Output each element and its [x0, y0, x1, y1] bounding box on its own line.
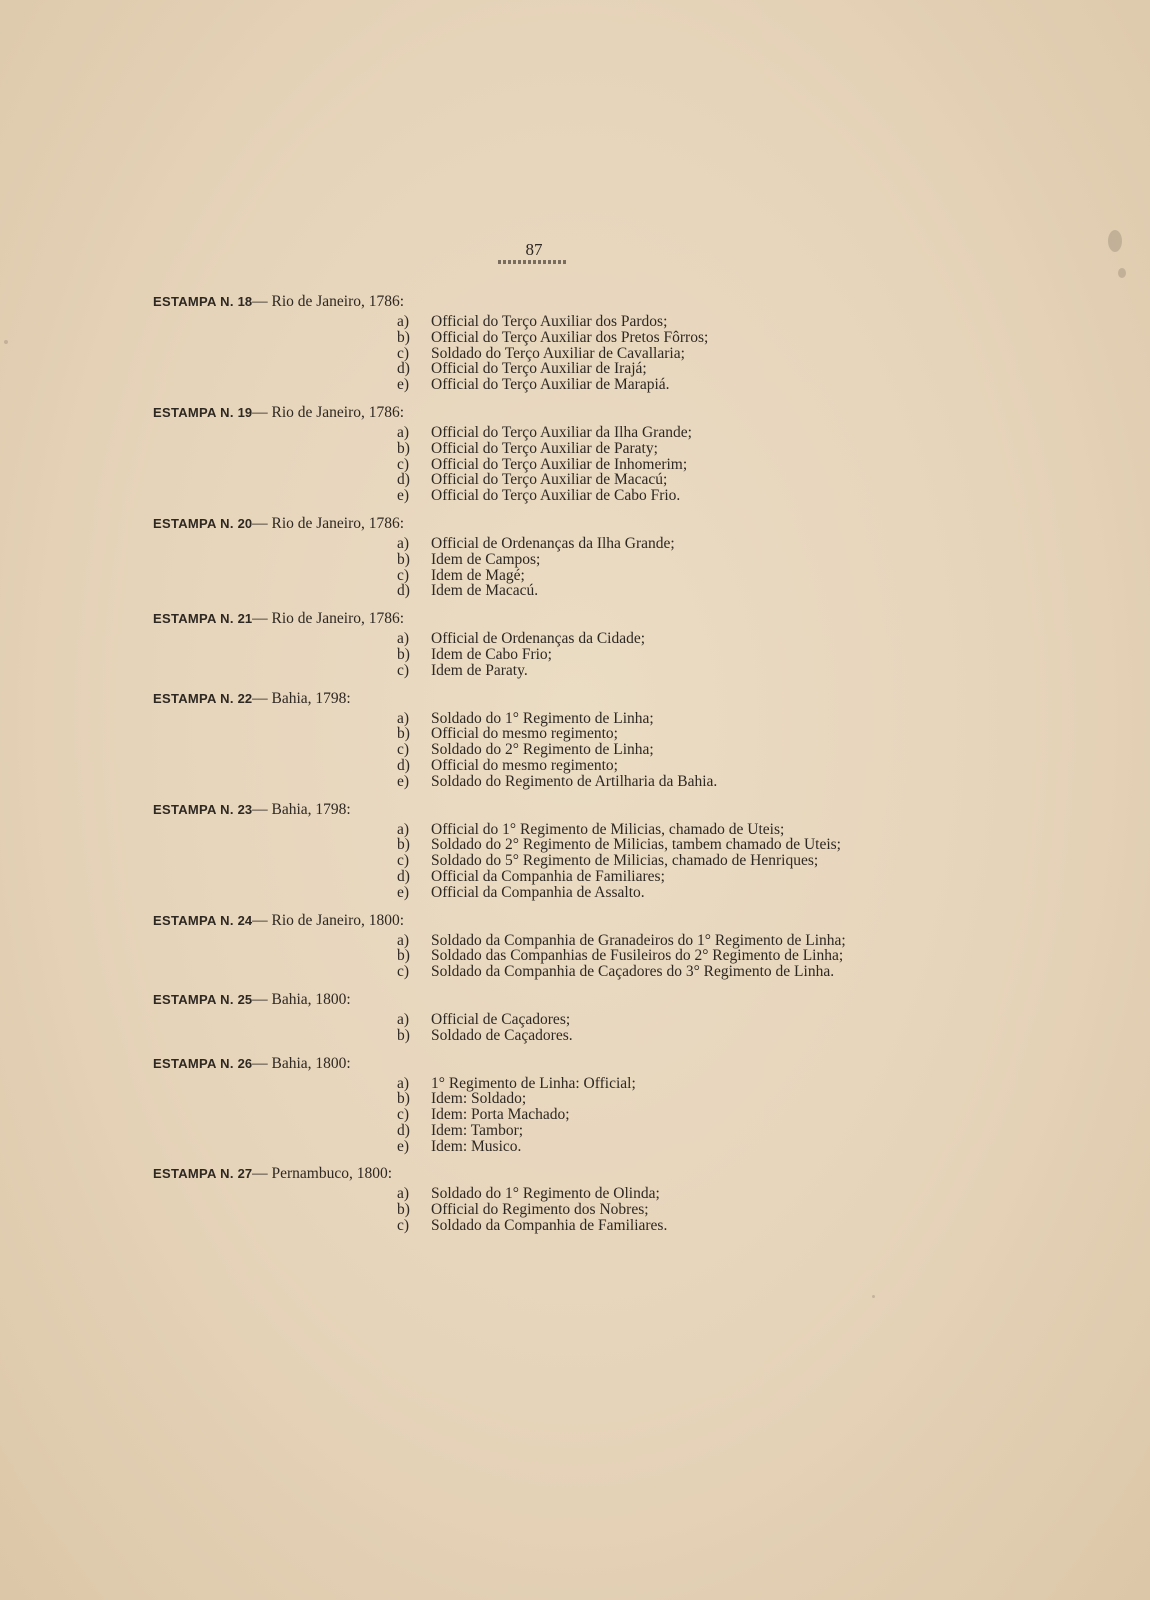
item-description: Idem de Paraty.: [431, 661, 528, 679]
item-letter: c): [397, 1106, 410, 1124]
plate-number: 19: [237, 404, 253, 420]
plate-heading: [153, 990, 933, 1010]
plate-place-date: — Rio de Janeiro, 1786:: [252, 514, 405, 532]
item-description: Soldado do 1° Regimento de Linha;: [431, 709, 654, 727]
item-description: Official de Ordenanças da Ilha Grande;: [431, 534, 675, 552]
item-description: Soldado das Companhias de Fusileiros do 2° Regimento de Linha;: [431, 947, 844, 965]
plate-place-date: — Rio de Janeiro, 1800:: [252, 911, 405, 929]
plate-number: 20: [237, 515, 253, 531]
item-description: Idem de Cabo Frio;: [431, 645, 552, 663]
item-letter: e): [397, 772, 410, 790]
item-letter: c): [397, 963, 410, 981]
plate-item: [397, 853, 933, 869]
plate-heading: [153, 800, 933, 820]
plate-item: [397, 552, 933, 568]
item-description: Official do Terço Auxiliar de Inhomerim;: [431, 455, 688, 473]
item-description: Official da Companhia de Assalto.: [431, 883, 645, 901]
item-letter: d): [397, 756, 410, 774]
plate-place-date: — Rio de Janeiro, 1786:: [252, 610, 405, 628]
plate-label: ESTAMPA N.: [153, 690, 234, 706]
plate-item: [397, 663, 933, 679]
paper-stain: [1108, 230, 1122, 252]
plate-label: ESTAMPA N.: [153, 1166, 234, 1182]
item-description: Idem de Macacú.: [431, 582, 539, 600]
item-letter: b): [397, 947, 410, 965]
item-description: Soldado da Companhia de Familiares.: [431, 1217, 668, 1235]
item-description: Official do mesmo regimento;: [431, 725, 618, 743]
plate-item: [397, 933, 933, 949]
page-number-ornament: [498, 260, 568, 264]
item-description: Idem: Soldado;: [431, 1090, 527, 1108]
plate-items: [153, 1186, 933, 1233]
item-description: Idem: Porta Machado;: [431, 1106, 570, 1124]
plate-number: 22: [237, 690, 253, 706]
item-description: Idem: Musico.: [431, 1137, 522, 1155]
plate-number: 25: [237, 991, 253, 1007]
plate-item: [397, 1123, 933, 1139]
plate-label: ESTAMPA N.: [153, 294, 234, 309]
plate-heading: [153, 292, 933, 312]
item-letter: a): [397, 630, 410, 648]
plate-entry: [153, 800, 933, 901]
item-letter: e): [397, 883, 410, 901]
plate-item: [397, 837, 933, 853]
plate-entry: [153, 990, 933, 1044]
plate-item: [397, 425, 933, 441]
item-letter: b): [397, 328, 410, 346]
item-letter: c): [397, 455, 410, 473]
plate-number: 21: [237, 611, 253, 627]
plate-item: [397, 1076, 933, 1092]
item-description: Soldado do Regimento de Artilharia da Bahia.: [431, 772, 718, 790]
plate-item: [397, 869, 933, 885]
plate-entry: [153, 1054, 933, 1155]
item-description: Official do Terço Auxiliar de Macacú;: [431, 471, 668, 489]
plate-items: [153, 1076, 933, 1155]
plate-item: [397, 1028, 933, 1044]
item-description: Idem de Magé;: [431, 566, 525, 584]
item-letter: d): [397, 471, 410, 489]
plate-heading: [153, 514, 933, 534]
plate-item: [397, 631, 933, 647]
item-letter: d): [397, 582, 410, 600]
plate-heading: [153, 911, 933, 931]
item-letter: b): [397, 725, 410, 743]
plate-item: [397, 964, 933, 980]
plate-entry: [153, 609, 933, 678]
plate-place-date: — Rio de Janeiro, 1786:: [252, 403, 405, 421]
plate-heading: [153, 1164, 933, 1184]
item-letter: d): [397, 1121, 410, 1139]
plate-place-date: — Bahia, 1798:: [252, 689, 351, 707]
plate-item: [397, 457, 933, 473]
plate-label: ESTAMPA N.: [153, 991, 234, 1007]
item-letter: d): [397, 360, 410, 378]
item-description: Official da Companhia de Familiares;: [431, 867, 665, 885]
plate-item: [397, 742, 933, 758]
plate-items: [153, 711, 933, 790]
item-description: Official do 1° Regimento de Milicias, chamado de Uteis;: [431, 820, 785, 838]
plate-item: [397, 441, 933, 457]
plate-item: [397, 346, 933, 362]
item-description: Soldado do 1° Regimento de Olinda;: [431, 1185, 660, 1203]
plate-label: ESTAMPA N.: [153, 611, 234, 627]
item-letter: c): [397, 741, 410, 759]
item-letter: c): [397, 661, 410, 679]
item-letter: c): [397, 1217, 410, 1235]
plate-entry: [153, 689, 933, 790]
item-letter: a): [397, 1185, 410, 1203]
plate-items: [153, 536, 933, 599]
plate-number: 27: [237, 1166, 253, 1182]
plate-item: [397, 1202, 933, 1218]
item-description: Official do Terço Auxiliar de Cabo Frio.: [431, 487, 681, 505]
item-letter: e): [397, 487, 410, 505]
plate-items: [153, 314, 933, 393]
paper-stain: [4, 340, 8, 344]
plate-items: [153, 631, 933, 678]
item-description: Official do Terço Auxiliar da Ilha Grande;: [431, 423, 692, 441]
plate-item: [397, 488, 933, 504]
plate-item: [397, 1091, 933, 1107]
plate-label: ESTAMPA N.: [153, 912, 234, 928]
plate-entry: [153, 403, 933, 504]
plate-item: [397, 822, 933, 838]
plate-item: [397, 647, 933, 663]
plate-items: [153, 933, 933, 980]
plate-item: [397, 774, 933, 790]
item-description: Idem: Tambor;: [431, 1121, 524, 1139]
item-description: Soldado do 2° Regimento de Linha;: [431, 741, 654, 759]
plate-item: [397, 1186, 933, 1202]
page-number: 87: [525, 240, 543, 259]
plate-label: ESTAMPA N.: [153, 404, 234, 420]
plate-item: [397, 726, 933, 742]
plate-item: [397, 1012, 933, 1028]
item-letter: a): [397, 1074, 410, 1092]
item-description: Idem de Campos;: [431, 550, 541, 568]
item-description: Official do mesmo regimento;: [431, 756, 618, 774]
item-letter: b): [397, 836, 410, 854]
plate-items: [153, 822, 933, 901]
plate-heading: [153, 689, 933, 709]
item-letter: a): [397, 709, 410, 727]
item-letter: a): [397, 1010, 410, 1028]
item-description: 1° Regimento de Linha: Official;: [431, 1074, 636, 1092]
plate-heading: [153, 609, 933, 629]
plate-item: [397, 330, 933, 346]
item-description: Soldado de Caçadores.: [431, 1026, 573, 1044]
item-letter: b): [397, 1026, 410, 1044]
plate-item: [397, 1139, 933, 1155]
item-description: Soldado da Companhia de Caçadores do 3° Regimento de Linha.: [431, 963, 835, 981]
item-letter: d): [397, 867, 410, 885]
plate-entry: [153, 911, 933, 980]
plate-label: ESTAMPA N.: [153, 801, 234, 817]
item-description: Official do Terço Auxiliar dos Pretos Fôrros;: [431, 328, 709, 346]
plate-label: ESTAMPA N.: [153, 1055, 234, 1071]
plate-item: [397, 536, 933, 552]
plate-number: 23: [237, 801, 253, 817]
item-letter: c): [397, 344, 410, 362]
plate-entry: [153, 292, 933, 393]
plate-entry: [153, 1164, 933, 1233]
paper-stain: [872, 1295, 875, 1298]
item-letter: b): [397, 645, 410, 663]
item-letter: a): [397, 313, 410, 330]
plate-item: [397, 361, 933, 377]
item-letter: e): [397, 1137, 410, 1155]
item-description: Official do Regimento dos Nobres;: [431, 1201, 649, 1219]
item-description: Soldado do 5° Regimento de Milicias, chamado de Henriques;: [431, 852, 819, 870]
item-description: Official de Ordenanças da Cidade;: [431, 630, 646, 648]
item-description: Soldado do 2° Regimento de Milicias, tambem chamado de Uteis;: [431, 836, 841, 854]
plate-item: [397, 758, 933, 774]
item-letter: b): [397, 1201, 410, 1219]
item-letter: a): [397, 931, 410, 949]
plate-item: [397, 711, 933, 727]
plate-place-date: — Bahia, 1800:: [252, 990, 351, 1008]
plate-entry: [153, 514, 933, 599]
plate-item: [397, 472, 933, 488]
plate-place-date: — Rio de Janeiro, 1786:: [252, 293, 405, 310]
plate-number: 24: [237, 912, 253, 928]
item-letter: b): [397, 550, 410, 568]
item-letter: b): [397, 1090, 410, 1108]
paper-stain: [1118, 268, 1126, 278]
plate-items: [153, 1012, 933, 1044]
plate-item: [397, 568, 933, 584]
item-letter: a): [397, 423, 410, 441]
item-description: Official do Terço Auxiliar dos Pardos;: [431, 313, 668, 330]
plate-heading: [153, 403, 933, 423]
item-letter: c): [397, 566, 410, 584]
item-description: Official de Caçadores;: [431, 1010, 571, 1028]
plate-label: ESTAMPA N.: [153, 515, 234, 531]
item-letter: c): [397, 852, 410, 870]
item-description: Official do Terço Auxiliar de Marapiá.: [431, 376, 670, 394]
plate-item: [397, 377, 933, 393]
item-letter: e): [397, 376, 410, 394]
plate-item: [397, 1107, 933, 1123]
plate-item: [397, 1218, 933, 1234]
item-description: Soldado da Companhia de Granadeiros do 1° Regimento de Linha;: [431, 931, 846, 949]
item-letter: a): [397, 534, 410, 552]
plate-item: [397, 885, 933, 901]
plate-place-date: — Pernambuco, 1800:: [252, 1165, 393, 1183]
plate-items: [153, 425, 933, 504]
plate-heading: [153, 1054, 933, 1074]
plate-item: [397, 948, 933, 964]
plate-list: [153, 292, 933, 1244]
plate-number: 26: [237, 1055, 253, 1071]
plate-number: 18: [237, 294, 253, 309]
item-description: Official do Terço Auxiliar de Irajá;: [431, 360, 647, 378]
plate-place-date: — Bahia, 1800:: [252, 1054, 351, 1072]
item-description: Official do Terço Auxiliar de Paraty;: [431, 439, 658, 457]
plate-item: [397, 583, 933, 599]
plate-place-date: — Bahia, 1798:: [252, 800, 351, 818]
item-letter: a): [397, 820, 410, 838]
item-description: Soldado do Terço Auxiliar de Cavallaria;: [431, 344, 685, 362]
plate-item: [397, 314, 933, 330]
item-letter: b): [397, 439, 410, 457]
